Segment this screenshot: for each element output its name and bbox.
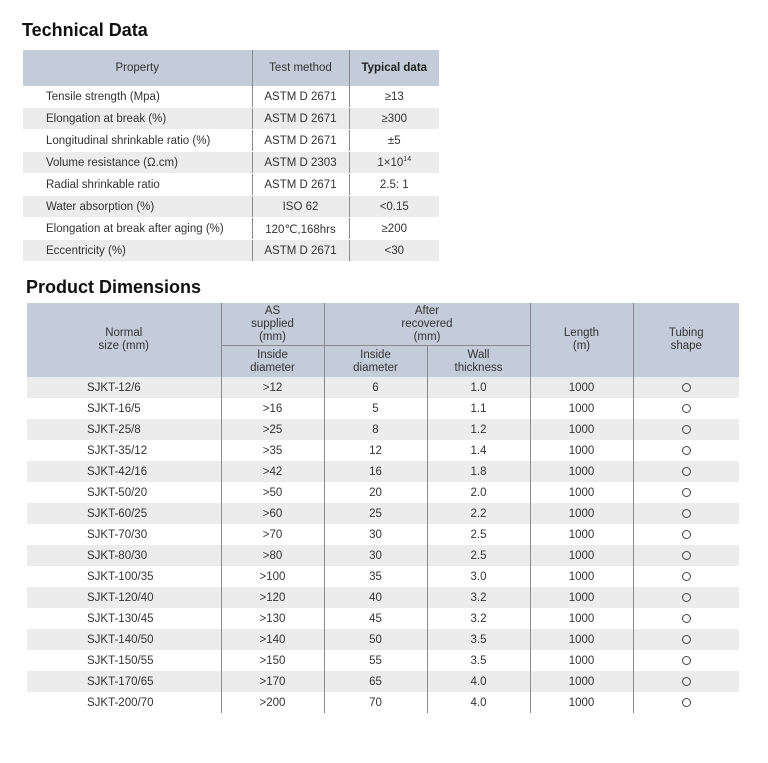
normal-size-cell: SJKT-80/30 [27,545,221,566]
wall-thickness-cell: 1.8 [427,461,530,482]
wall-thickness-cell: 3.5 [427,650,530,671]
supplied-inside-diameter-cell: >120 [221,587,324,608]
circle-outline-icon [682,530,691,539]
supplied-inside-diameter-cell: >200 [221,692,324,713]
circle-outline-icon [682,404,691,413]
supplied-inside-diameter-cell: >100 [221,566,324,587]
circle-outline-icon [682,677,691,686]
header-property: Property [23,50,252,86]
recovered-inside-diameter-cell: 30 [324,524,427,545]
header-test-method: Test method [252,50,349,86]
supplied-inside-diameter-cell: >140 [221,629,324,650]
dimensions-row [27,650,739,671]
typical-data-cell: ≥200 [349,218,439,240]
dimensions-header-row-1 [27,303,739,346]
recovered-inside-diameter-cell: 40 [324,587,427,608]
supplied-inside-diameter-cell: >60 [221,503,324,524]
normal-size-cell: SJKT-140/50 [27,629,221,650]
wall-thickness-cell: 2.2 [427,503,530,524]
circle-outline-icon [682,446,691,455]
exponent: 14 [403,156,412,164]
dimensions-row [27,524,739,545]
dimensions-row [27,608,739,629]
product-dimensions-table [27,303,739,713]
wall-thickness-cell: 3.2 [427,587,530,608]
tubing-shape-cell [633,440,739,461]
property-cell: Radial shrinkable ratio [23,174,252,196]
test-method-cell: ASTM D 2671 [252,86,349,108]
recovered-inside-diameter-cell: 45 [324,608,427,629]
header-tubing-shape: Tubing shape [633,303,739,377]
length-cell: 1000 [530,440,633,461]
dimensions-row [27,482,739,503]
circle-outline-icon [682,593,691,602]
circle-outline-icon [682,509,691,518]
property-cell: Volume resistance (Ω.cm) [23,152,252,174]
tubing-shape-cell [633,503,739,524]
technical-row [23,108,439,130]
supplied-inside-diameter-cell: >16 [221,398,324,419]
tubing-shape-cell [633,377,739,398]
recovered-inside-diameter-cell: 50 [324,629,427,650]
typical-data-cell: ±5 [349,130,439,152]
tubing-shape-cell [633,608,739,629]
recovered-inside-diameter-cell: 65 [324,671,427,692]
header-supplied-inside-diameter: Inside diameter [221,346,324,378]
circle-outline-icon [682,467,691,476]
recovered-inside-diameter-cell: 12 [324,440,427,461]
length-cell: 1000 [530,503,633,524]
technical-row [23,152,439,174]
property-cell: Elongation at break (%) [23,108,252,130]
typical-data-cell: <0.15 [349,196,439,218]
circle-outline-icon [682,425,691,434]
normal-size-cell: SJKT-12/6 [27,377,221,398]
length-cell: 1000 [530,566,633,587]
tubing-shape-cell [633,545,739,566]
tubing-shape-cell [633,419,739,440]
dimensions-row [27,440,739,461]
recovered-inside-diameter-cell: 5 [324,398,427,419]
length-cell: 1000 [530,587,633,608]
dimensions-row [27,692,739,713]
header-length: Length (m) [530,303,633,377]
length-cell: 1000 [530,608,633,629]
test-method-cell: ASTM D 2671 [252,174,349,196]
typical-data-cell: <30 [349,240,439,262]
supplied-inside-diameter-cell: >130 [221,608,324,629]
recovered-inside-diameter-cell: 70 [324,692,427,713]
header-normal-size: Normal size (mm) [27,303,221,377]
tubing-shape-cell [633,587,739,608]
length-cell: 1000 [530,377,633,398]
supplied-inside-diameter-cell: >70 [221,524,324,545]
tubing-shape-cell [633,524,739,545]
technical-row [23,86,439,108]
length-cell: 1000 [530,671,633,692]
technical-data-table [23,50,439,262]
supplied-inside-diameter-cell: >12 [221,377,324,398]
supplied-inside-diameter-cell: >42 [221,461,324,482]
tubing-shape-cell [633,650,739,671]
dimensions-row [27,545,739,566]
dimensions-row [27,587,739,608]
length-cell: 1000 [530,650,633,671]
recovered-inside-diameter-cell: 20 [324,482,427,503]
property-cell: Water absorption (%) [23,196,252,218]
header-recovered-inside-diameter: Inside diameter [324,346,427,378]
supplied-inside-diameter-cell: >170 [221,671,324,692]
tubing-shape-cell [633,671,739,692]
normal-size-cell: SJKT-170/65 [27,671,221,692]
recovered-inside-diameter-cell: 16 [324,461,427,482]
header-after-recovered: After recovered (mm) [324,303,530,346]
supplied-inside-diameter-cell: >50 [221,482,324,503]
supplied-inside-diameter-cell: >25 [221,419,324,440]
dimensions-row [27,461,739,482]
normal-size-cell: SJKT-25/8 [27,419,221,440]
supplied-inside-diameter-cell: >35 [221,440,324,461]
wall-thickness-cell: 3.5 [427,629,530,650]
test-method-cell: ISO 62 [252,196,349,218]
header-typical-data: Typical data [349,50,439,86]
length-cell: 1000 [530,545,633,566]
circle-outline-icon [682,572,691,581]
wall-thickness-cell: 1.0 [427,377,530,398]
tubing-shape-cell [633,461,739,482]
supplied-inside-diameter-cell: >80 [221,545,324,566]
wall-thickness-cell: 1.4 [427,440,530,461]
normal-size-cell: SJKT-60/25 [27,503,221,524]
technical-row [23,240,439,262]
normal-size-cell: SJKT-70/30 [87,528,148,541]
dimensions-row [27,398,739,419]
circle-outline-icon [682,698,691,707]
recovered-inside-diameter-cell: 55 [324,650,427,671]
technical-row [23,218,439,240]
header-wall-thickness: Wall thickness [427,346,530,378]
normal-size-cell: SJKT-120/40 [27,587,221,608]
typical-data-cell: $1\times 10^{14}$ [349,152,439,174]
length-cell: 1000 [530,524,633,545]
length-cell: 1000 [530,461,633,482]
technical-row [23,196,439,218]
dimensions-row [27,566,739,587]
wall-thickness-cell: 1.2 [427,419,530,440]
length-cell: 1000 [530,398,633,419]
wall-thickness-cell: 2.0 [427,482,530,503]
length-cell: 1000 [530,419,633,440]
normal-size-cell: SJKT-35/12 [87,444,148,457]
wall-thickness-cell: 3.0 [427,566,530,587]
normal-size-cell: SJKT-150/55 [87,654,154,667]
circle-outline-icon [682,488,691,497]
test-method-cell: ASTM D 2671 [252,240,349,262]
wall-thickness-cell: 4.0 [427,671,530,692]
tubing-shape-cell [633,398,739,419]
typical-data-cell: 2.5: 1 [349,174,439,196]
circle-outline-icon [682,656,691,665]
normal-size-cell: SJKT-100/35 [87,570,154,583]
product-dimensions-title: Product Dimensions [26,277,202,297]
dimensions-row [27,671,739,692]
supplied-inside-diameter-cell: >150 [221,650,324,671]
test-method-cell: ASTM D 2303 [252,152,349,174]
recovered-inside-diameter-cell: 25 [324,503,427,524]
tubing-shape-cell [633,629,739,650]
length-cell: 1000 [530,692,633,713]
test-method-cell: ASTM D 2671 [252,108,349,130]
normal-size-cell: SJKT-200/70 [87,696,154,709]
dimensions-row [27,419,739,440]
test-method-cell: 120℃,168hrs [252,218,349,240]
property-cell: Tensile strength (Mpa) [23,86,252,108]
header-as-supplied: AS supplied (mm) [221,303,324,346]
property-cell: Elongation at break after aging (%) [23,218,252,240]
normal-size-cell: SJKT-42/16 [27,461,221,482]
circle-outline-icon [682,383,691,392]
normal-size-cell: SJKT-130/45 [87,612,154,625]
wall-thickness-cell: 3.2 [427,608,530,629]
property-cell: Longitudinal shrinkable ratio (%) [23,130,252,152]
technical-header-row [23,50,439,86]
technical-row [23,130,439,152]
dimensions-row [27,503,739,524]
technical-row [23,174,439,196]
dimensions-row [27,377,739,398]
circle-outline-icon [682,614,691,623]
wall-thickness-cell: 1.1 [427,398,530,419]
length-cell: 1000 [530,629,633,650]
tubing-shape-cell [633,692,739,713]
circle-outline-icon [682,551,691,560]
dimensions-row [27,629,739,650]
technical-data-title: Technical Data [22,20,148,40]
recovered-inside-diameter-cell: 30 [324,545,427,566]
normal-size-cell: SJKT-16/5 [87,402,141,415]
typical-data-cell: ≥13 [349,86,439,108]
wall-thickness-cell: 2.5 [427,524,530,545]
test-method-cell: ASTM D 2671 [252,130,349,152]
wall-thickness-cell: 4.0 [427,692,530,713]
normal-size-cell: SJKT-50/20 [87,486,148,499]
recovered-inside-diameter-cell: 8 [324,419,427,440]
tubing-shape-cell [633,566,739,587]
tubing-shape-cell [633,482,739,503]
property-cell: Eccentricity (%) [23,240,252,262]
wall-thickness-cell: 2.5 [427,545,530,566]
length-cell: 1000 [530,482,633,503]
circle-outline-icon [682,635,691,644]
typical-data-cell: ≥300 [349,108,439,130]
recovered-inside-diameter-cell: 35 [324,566,427,587]
recovered-inside-diameter-cell: 6 [324,377,427,398]
